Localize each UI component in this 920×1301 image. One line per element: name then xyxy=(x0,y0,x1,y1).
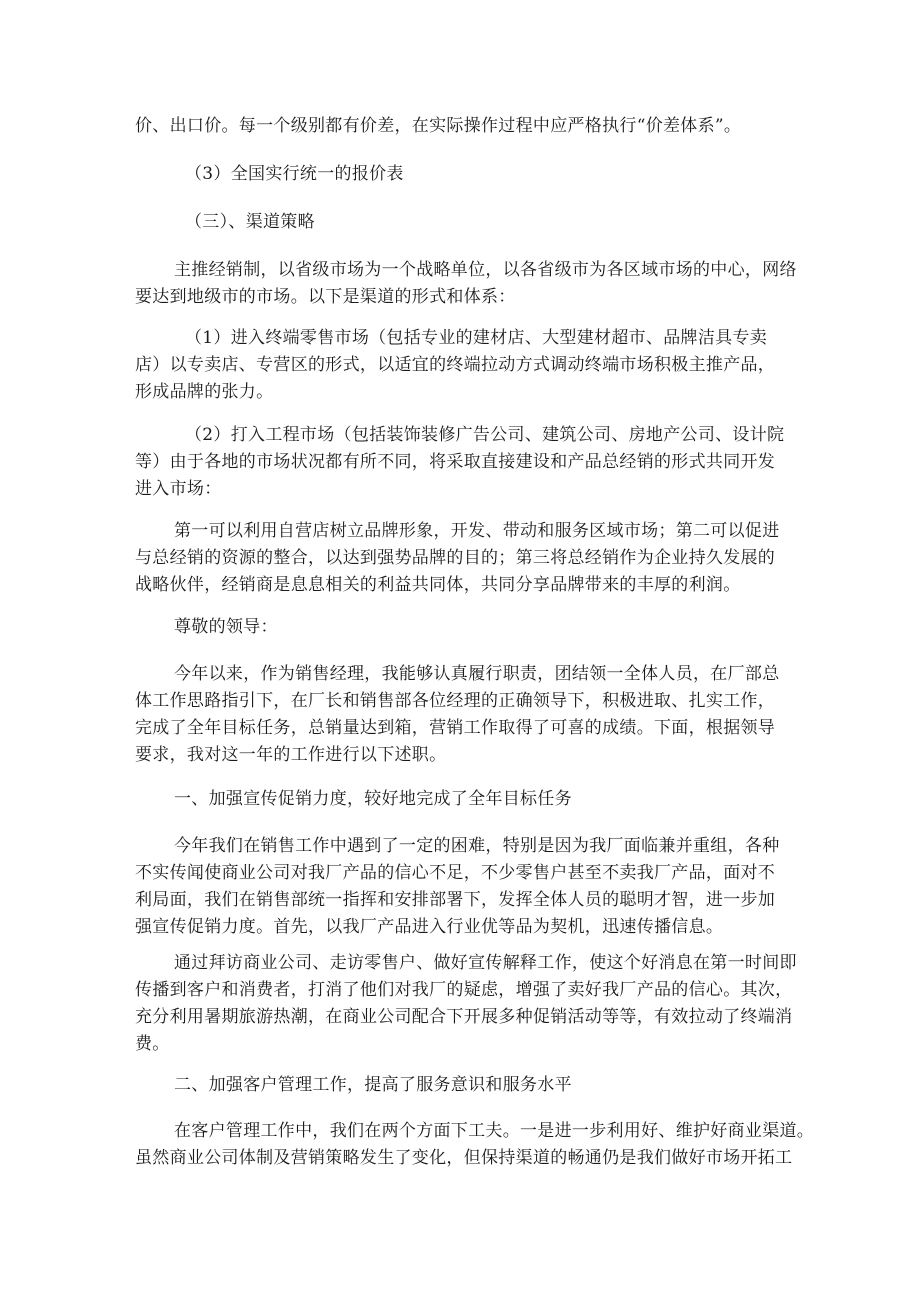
text-line: 形成品牌的张力。 xyxy=(135,382,274,402)
text-line: （3）全国实行统一的报价表 xyxy=(185,164,404,184)
paragraph-work-summary xyxy=(135,661,780,769)
paragraph-customer-visits xyxy=(135,950,797,1058)
text-line: 充分利用暑期旅游热潮，在商业公司配合下开展多种促销活动等等，有效拉动了终端消 xyxy=(135,1007,793,1027)
paragraph-retail-market xyxy=(135,325,775,406)
text-line: 费。 xyxy=(135,1034,170,1054)
heading-section-two xyxy=(174,1072,572,1099)
text-line: 利局面，我们在销售部统一指挥和安排部署下，发挥全体人员的聪明才智，进一步加 xyxy=(135,890,776,910)
text-line: （1）进入终端零售市场（包括专业的建材店、大型建材超市、品牌洁具专卖 xyxy=(185,328,768,348)
paragraph-benefits xyxy=(135,518,780,599)
text-line: 进入市场： xyxy=(135,479,222,499)
text-line: 第一可以利用自营店树立品牌形象，开发、带动和服务区域市场；第二可以促进 xyxy=(174,521,780,541)
text-line: 二、加强客户管理工作，提高了服务意识和服务水平 xyxy=(174,1075,572,1095)
text-line: 完成了全年目标任务，总销量达到箱，营销工作取得了可喜的成绩。下面，根据领导 xyxy=(135,718,776,738)
text-line: 在客户管理工作中，我们在两个方面下工夫。一是进一步利用好、维护好商业渠道。 xyxy=(174,1121,815,1141)
paragraph-promotion xyxy=(135,833,780,941)
paragraph-price-levels xyxy=(135,113,741,140)
text-line: 今年以来，作为销售经理，我能够认真履行职责，团结领一全体人员，在厂部总 xyxy=(174,664,780,684)
paragraph-customer-management xyxy=(135,1118,814,1172)
text-line: （三）、渠道策略 xyxy=(185,212,315,232)
text-line: 今年我们在销售工作中遇到了一定的困难，特别是因为我厂面临兼并重组，各种 xyxy=(174,836,780,856)
text-line: 价、出口价。每一个级别都有价差，在实际操作过程中应严格执行“价差体系”。 xyxy=(135,116,742,136)
paragraph-unified-quote xyxy=(185,161,404,188)
text-line: 店）以专卖店、专营区的形式，以适宜的终端拉动方式调动终端市场积极主推产品， xyxy=(135,355,776,375)
text-line: 主推经销制，以省级市场为一个战略单位，以各省级市为各区域市场的中心，网络 xyxy=(174,260,797,280)
text-line: 传播到客户和消费者，打消了他们对我厂的疑虑，增强了卖好我厂产品的信心。其次， xyxy=(135,980,793,1000)
text-line: 一、加强宣传促销力度，较好地完成了全年目标任务 xyxy=(174,789,572,809)
text-line: 体工作思路指引下，在厂长和销售部各位经理的正确领导下，积极进取、扎实工作， xyxy=(135,691,776,711)
text-line: （2）打入工程市场（包括装饰装修广告公司、建筑公司、房地产公司、设计院 xyxy=(185,425,785,445)
text-line: 要达到地级市的市场。以下是渠道的形式和体系： xyxy=(135,287,516,307)
paragraph-engineering-market xyxy=(135,422,784,503)
text-line: 尊敬的领导： xyxy=(174,617,278,637)
paragraph-salutation xyxy=(174,614,278,641)
paragraph-distribution xyxy=(135,257,797,311)
text-line: 不实传闻使商业公司对我厂产品的信心不足，不少零售户甚至不卖我厂产品，面对不 xyxy=(135,863,776,883)
text-line: 战略伙伴，经销商是息息相关的利益共同体，共同分享品牌带来的丰厚的利润。 xyxy=(135,575,741,595)
text-line: 与总经销的资源的整合，以达到强势品牌的目的；第三将总经销作为企业持久发展的 xyxy=(135,548,776,568)
text-line: 强宣传促销力度。首先，以我厂产品进入行业优等品为契机，迅速传播信息。 xyxy=(135,917,724,937)
text-line: 虽然商业公司体制及营销策略发生了变化，但保持渠道的畅通仍是我们做好市场开拓工 xyxy=(135,1148,793,1168)
text-line: 等）由于各地的市场状况都有所不同，将采取直接建设和产品总经销的形式共同开发 xyxy=(135,452,776,472)
text-line: 通过拜访商业公司、走访零售户、做好宣传解释工作，使这个好消息在第一时间即 xyxy=(174,953,797,973)
text-line: 要求，我对这一年的工作进行以下述职。 xyxy=(135,745,447,765)
heading-section-one xyxy=(174,786,572,813)
heading-channel-strategy xyxy=(185,209,315,236)
